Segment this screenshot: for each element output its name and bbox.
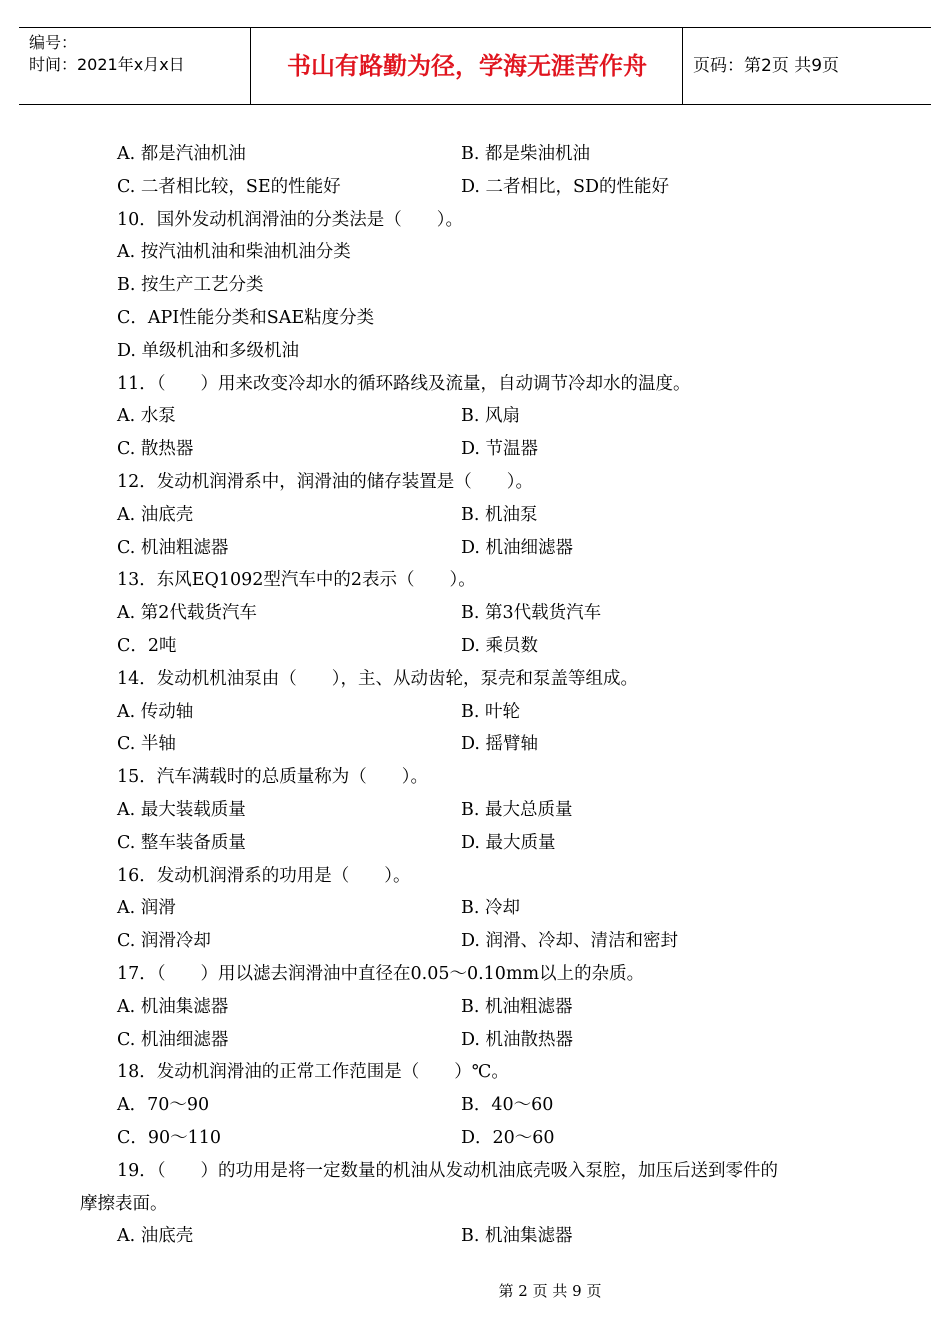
header-motto: 书山有路勤为径，学海无涯苦作舟 xyxy=(287,52,647,80)
question-text: 12．发动机润滑系中，润滑油的储存装置是（ ）。 xyxy=(117,471,534,492)
option-b: B. 都是柴油机油 xyxy=(461,144,590,164)
option-b: D. 最大质量 xyxy=(461,832,556,853)
option-b: D. 节温器 xyxy=(461,439,539,460)
option-a: C. 二者相比较，SE的性能好 xyxy=(117,176,341,197)
option-row xyxy=(80,1220,880,1253)
option-a: C. 半轴 xyxy=(117,734,176,755)
option-a: A. 最大装载质量 xyxy=(117,799,246,820)
option: B. 按生产工艺分类 xyxy=(117,275,264,296)
option-a: C. 机油粗滤器 xyxy=(117,537,229,558)
header-meta xyxy=(29,32,185,76)
option-a: C. 整车装备质量 xyxy=(117,832,246,853)
page-header xyxy=(19,27,931,105)
option-b: B. 机油集滤器 xyxy=(461,1226,573,1247)
option-a: C．2吨 xyxy=(117,635,177,656)
option-row xyxy=(80,236,880,269)
option-b: B. 第3代载货汽车 xyxy=(461,603,602,624)
question-list xyxy=(80,138,880,1253)
question-text: 15．汽车满载时的总质量称为（ ）。 xyxy=(117,767,429,788)
option-a: A．70～90 xyxy=(117,1095,210,1116)
option-row xyxy=(80,696,880,729)
option-a: C. 机油细滤器 xyxy=(117,1029,229,1050)
option-a: C. 散热器 xyxy=(117,439,194,460)
option-row xyxy=(80,433,880,466)
option-b: D. 机油细滤器 xyxy=(461,537,574,558)
option: A. 按汽油机油和柴油机油分类 xyxy=(117,242,351,263)
option-a: A. 水泵 xyxy=(117,406,176,427)
option-row xyxy=(80,302,880,335)
option-b: D. 润滑、冷却、清洁和密封 xyxy=(461,931,679,952)
option-row xyxy=(80,1089,880,1122)
option-b: D. 摇臂轴 xyxy=(461,734,539,755)
number-label: 编号： xyxy=(29,33,78,52)
option-a: C．90～110 xyxy=(117,1127,222,1148)
option: C．API性能分类和SAE粘度分类 xyxy=(117,307,375,328)
option-a: A. 机油集滤器 xyxy=(117,996,229,1017)
option-row xyxy=(80,499,880,532)
option-b: D. 乘员数 xyxy=(461,635,539,656)
footer-page-number: 第 2 页 共 9 页 xyxy=(498,1282,602,1300)
option-row xyxy=(80,728,880,761)
option-a: A. 润滑 xyxy=(117,898,176,919)
option-b: B．40～60 xyxy=(461,1095,554,1116)
question-text: 14．发动机机油泵由（ ），主、从动齿轮，泵壳和泵盖等组成。 xyxy=(117,668,639,689)
option-row xyxy=(80,991,880,1024)
option-row xyxy=(80,1024,880,1057)
option-row xyxy=(80,925,880,958)
page-footer xyxy=(0,1280,950,1301)
question-text-continued: 摩擦表面。 xyxy=(80,1193,168,1214)
option-row xyxy=(80,597,880,630)
option-a: C. 润滑冷却 xyxy=(117,931,211,952)
option-row xyxy=(80,171,880,204)
option: D. 单级机油和多级机油 xyxy=(117,340,300,361)
question-text: 16．发动机润滑系的功用是（ ）。 xyxy=(117,865,411,886)
option-row xyxy=(80,827,880,860)
question-text: 17．（ ）用以滤去润滑油中直径在0.05～0.10mm以上的杂质。 xyxy=(117,963,645,984)
option-a: A. 油底壳 xyxy=(117,1226,194,1247)
time-label: 时间：2021年x月x日 xyxy=(29,55,185,74)
option-row xyxy=(80,335,880,368)
option-b: B. 叶轮 xyxy=(461,701,520,722)
option-row xyxy=(80,794,880,827)
option-row xyxy=(80,630,880,663)
question-text: 11．（ ）用来改变冷却水的循环路线及流量，自动调节冷却水的温度。 xyxy=(117,373,691,394)
option-b: B. 风扇 xyxy=(461,406,520,427)
option-row xyxy=(80,532,880,565)
option-a: A. 都是汽油机油 xyxy=(117,144,246,164)
question-text: 19．（ ）的功用是将一定数量的机油从发动机油底壳吸入泵腔，加压后送到零件的 xyxy=(117,1160,779,1181)
option-row xyxy=(80,892,880,925)
question-text: 18．发动机润滑油的正常工作范围是（ ）℃。 xyxy=(117,1062,509,1083)
option-b: D. 二者相比，SD的性能好 xyxy=(461,176,670,197)
header-page-number: 页码：第2页 共9页 xyxy=(693,56,840,76)
option-a: A. 传动轴 xyxy=(117,701,194,722)
option-row xyxy=(80,138,880,171)
option-b: B. 冷却 xyxy=(461,898,520,919)
option-a: A. 油底壳 xyxy=(117,504,194,525)
option-b: D. 机油散热器 xyxy=(461,1029,574,1050)
question-text: 13．东风EQ1092型汽车中的2表示（ ）。 xyxy=(117,570,476,591)
option-row xyxy=(80,400,880,433)
option-row xyxy=(80,1122,880,1155)
option-b: B. 最大总质量 xyxy=(461,799,573,820)
option-row xyxy=(80,269,880,302)
option-b: B. 机油粗滤器 xyxy=(461,996,573,1017)
option-b: B. 机油泵 xyxy=(461,504,538,525)
option-a: A. 第2代载货汽车 xyxy=(117,603,257,624)
question-text: 10．国外发动机润滑油的分类法是（ ）。 xyxy=(117,209,464,230)
option-b: D．20～60 xyxy=(461,1127,555,1148)
